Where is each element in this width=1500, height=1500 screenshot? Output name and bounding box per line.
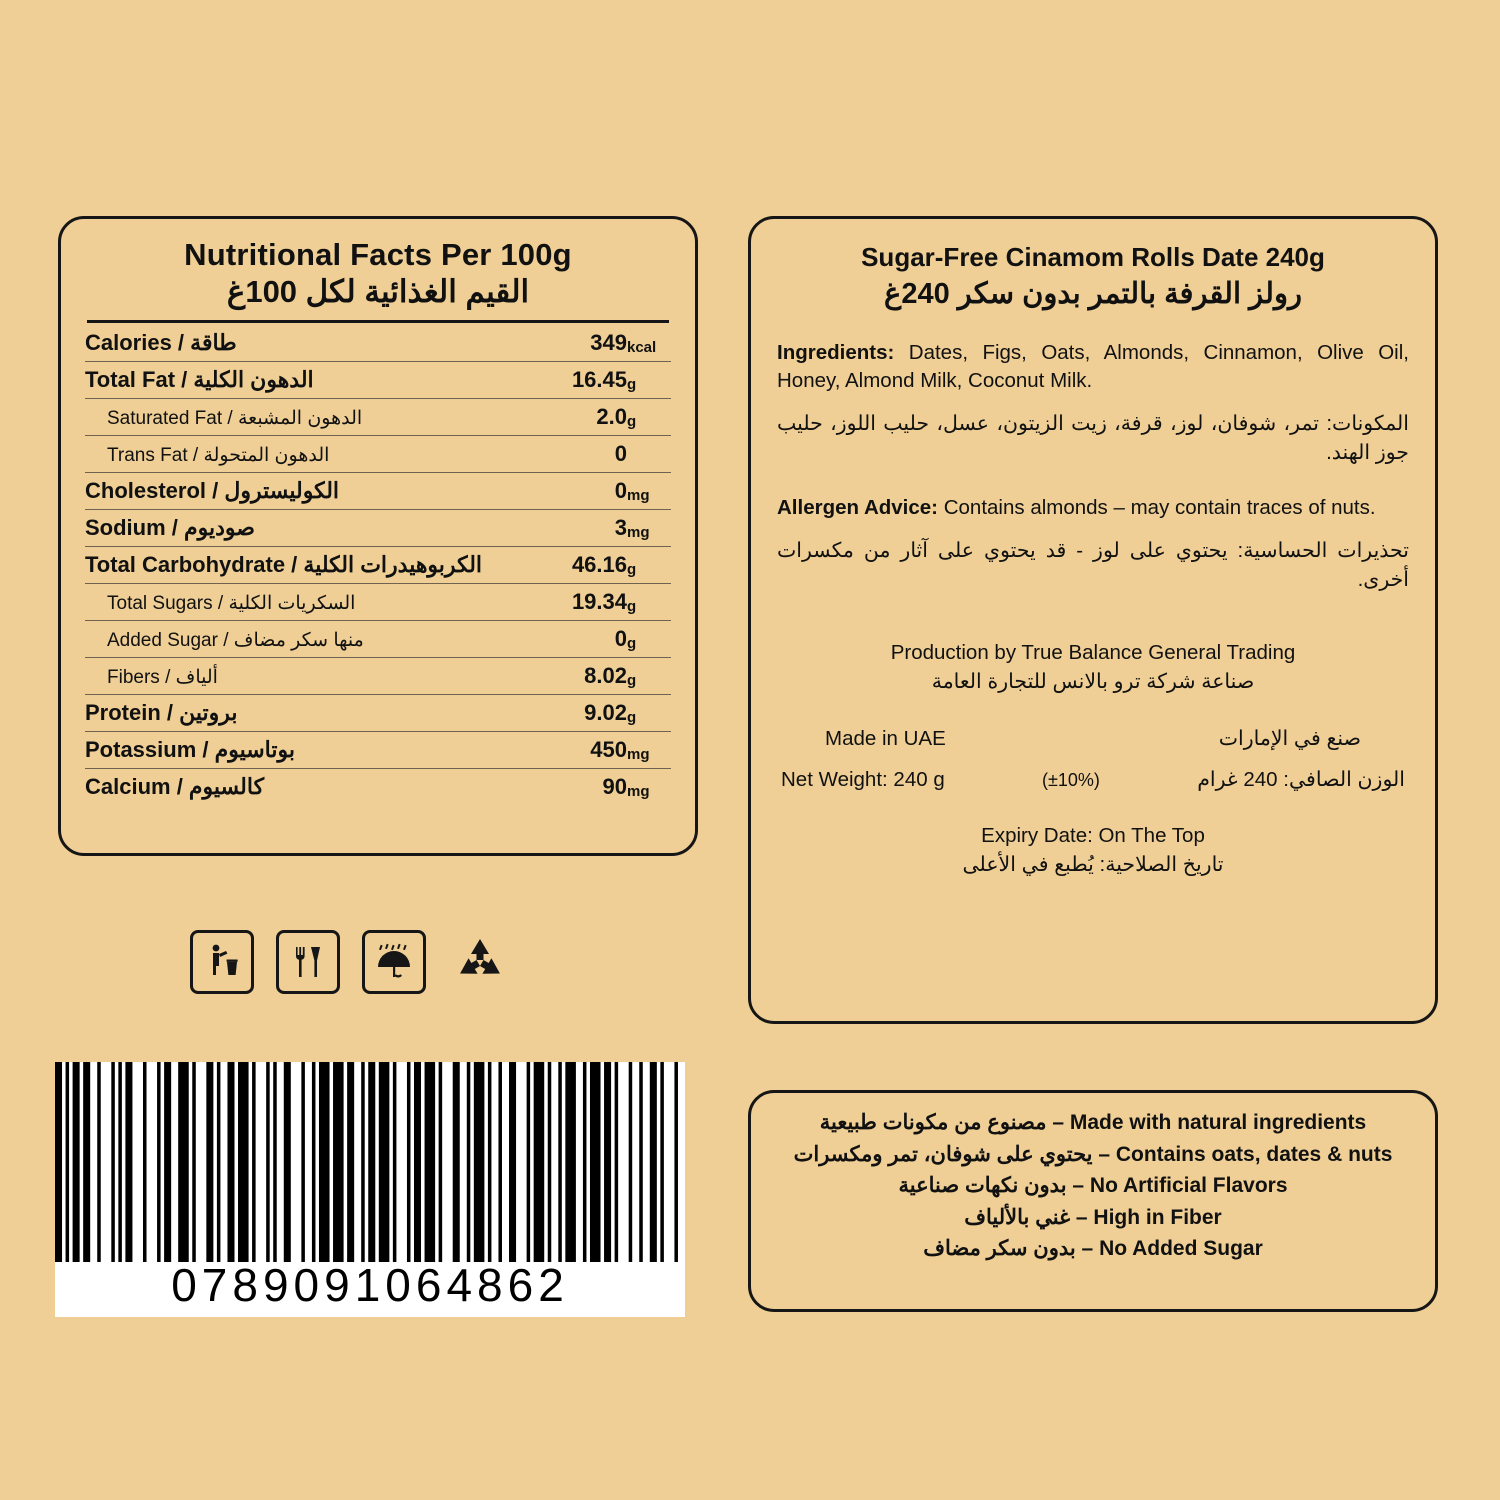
nutrition-row-unit	[627, 436, 671, 473]
nutrition-row-label: Potassium / بوتاسيوم	[85, 732, 537, 769]
allergen-en	[777, 494, 1409, 522]
claim-item: No Artificial Flavors – بدون نكهات صناعية	[898, 1174, 1288, 1197]
ingredients-label-en: Ingredients:	[777, 341, 895, 365]
ingredients-ar: المكونات: تمر، شوفان، لوز، قرفة، زيت الزيتون، عسل، حليب اللوز، حليب جوز الهند.	[777, 411, 1409, 465]
nutrition-row-unit: mg	[627, 783, 650, 801]
nutrition-row	[85, 547, 671, 584]
nutrition-row-label: Protein / بروتين	[85, 695, 537, 732]
claim-item: Made with natural ingredients – مصنوع من مكونات طبيعية	[819, 1111, 1367, 1134]
nutrition-title-en: Nutritional Facts Per 100g	[184, 237, 572, 272]
net-weight-tolerance: (±10%)	[1042, 770, 1100, 791]
nutrition-row-unit: g	[627, 584, 671, 621]
nutrition-row-value: 2.0	[537, 399, 627, 436]
producer-ar: صناعة شركة ترو بالانس للتجارة العامة	[931, 669, 1255, 693]
nutrition-row	[85, 436, 671, 473]
nutrition-row-value: 19.34	[537, 584, 627, 621]
care-icons-row	[190, 930, 512, 994]
nutrition-row-value: 16.45	[537, 362, 627, 399]
nutrition-row	[85, 695, 671, 732]
allergen-label-en: Allergen Advice:	[777, 495, 939, 519]
nutrition-row-label: Sodium / صوديوم	[85, 510, 537, 547]
nutrition-row-value: 90	[602, 774, 627, 800]
expiry-ar: تاريخ الصلاحية: يُطبع في الأعلى	[962, 853, 1224, 877]
nutrition-row-unit: mg	[627, 732, 671, 769]
product-title-en: Sugar-Free Cinamom Rolls Date 240g	[861, 242, 1325, 272]
claim-item: High in Fiber – غني بالألياف	[964, 1205, 1222, 1229]
nutrition-row-unit: g	[627, 695, 671, 732]
nutrition-table	[85, 325, 671, 805]
producer-en: Production by True Balance General Trading	[890, 641, 1296, 665]
nutrition-row	[85, 399, 671, 436]
nutrition-row-value: 0	[537, 473, 627, 510]
origin-row	[777, 726, 1409, 751]
ingredients-text-en: Dates, Figs, Oats, Almonds, Cinnamon, Olive Oil, Honey, Almond Milk, Coconut Milk.	[777, 341, 1409, 392]
origin-ar: صنع في الإمارات	[1218, 727, 1361, 751]
nutrition-row	[85, 325, 671, 362]
nutrition-facts-panel	[58, 216, 698, 856]
nutrition-row-label: Trans Fat / الدهون المتحولة	[85, 436, 537, 473]
expiry-en: Expiry Date: On The Top	[981, 824, 1205, 848]
food-safe-fork-glass-icon	[276, 930, 340, 994]
nutrition-row	[85, 362, 671, 399]
product-info-panel	[748, 216, 1438, 1024]
claim-item: Contains oats, dates & nuts – يحتوي على شوفان، تمر ومكسرات	[793, 1142, 1393, 1166]
nutrition-row	[85, 621, 671, 658]
nutrition-row-unit: g	[627, 399, 671, 436]
nutrition-row-unit: g	[627, 658, 671, 695]
nutrition-row-value: 0	[537, 436, 627, 473]
claim-item: No Added Sugar – بدون سكر مضاف	[923, 1237, 1263, 1260]
nutrition-row-unit: mg	[627, 473, 671, 510]
nutrition-row-label: Total Carbohydrate / الكربوهيدرات الكلية	[85, 547, 537, 584]
keep-dry-umbrella-icon	[362, 930, 426, 994]
nutrition-row-label: Fibers / ألياف	[85, 658, 537, 695]
nutrition-row	[85, 510, 671, 547]
nutrition-row-label: Total Fat / الدهون الكلية	[85, 362, 537, 399]
nutrition-row	[85, 732, 671, 769]
nutrition-row-label: Calcium / كالسيوم	[85, 774, 265, 800]
nutrition-title-ar: القيم الغذائية لكل 100غ	[226, 273, 530, 309]
net-weight-ar: الوزن الصافي: 240 غرام	[1197, 768, 1405, 792]
nutrition-row-value: 3	[537, 510, 627, 547]
nutrition-row-label: Total Sugars / السكريات الكلية	[85, 584, 537, 621]
recycle-icon	[448, 930, 512, 994]
barcode-number: 0789091064862	[171, 1259, 569, 1311]
nutrition-row-label: Saturated Fat / الدهون المشبعة	[85, 399, 537, 436]
nutrition-row-value: 8.02	[537, 658, 627, 695]
nutrition-row-label: Calories / طاقة	[85, 325, 537, 362]
nutrition-row-value: 349	[537, 325, 627, 362]
nutrition-row-label: Cholesterol / الكوليسترول	[85, 473, 537, 510]
nutrition-row	[85, 658, 671, 695]
nutrition-row-value: 46.16	[537, 547, 627, 584]
product-title-ar: رولز القرفة بالتمر بدون سكر 240غ	[884, 277, 1302, 310]
nutrition-row-unit: g	[627, 547, 671, 584]
nutrition-row	[85, 473, 671, 510]
barcode-bars	[55, 1062, 685, 1262]
nutrition-row	[85, 769, 671, 806]
nutrition-row	[85, 584, 671, 621]
nutrition-row-unit: kcal	[627, 325, 671, 362]
nutrition-row-unit: g	[627, 621, 671, 658]
net-weight-row	[777, 767, 1409, 792]
product-claims-panel	[748, 1090, 1438, 1312]
barcode	[55, 1062, 685, 1317]
origin-en: Made in UAE	[825, 727, 946, 751]
nutrition-row-unit: g	[627, 362, 671, 399]
nutrition-row-unit: mg	[627, 510, 671, 547]
nutrition-row-label: Added Sugar / منها سكر مضاف	[85, 621, 537, 658]
allergen-text-en: Contains almonds – may contain traces of nuts.	[938, 495, 1376, 519]
net-weight-en: Net Weight: 240 g	[781, 768, 945, 792]
dispose-in-bin-icon	[190, 930, 254, 994]
nutrition-row-value: 9.02	[537, 695, 627, 732]
nutrition-row-value: 450	[537, 732, 627, 769]
ingredients-en	[777, 339, 1409, 394]
nutrition-title-divider	[87, 320, 669, 323]
nutrition-row-value: 0	[537, 621, 627, 658]
allergen-ar: تحذيرات الحساسية: يحتوي على لوز - قد يحتوي على آثار من مكسرات أخرى.	[777, 538, 1409, 592]
